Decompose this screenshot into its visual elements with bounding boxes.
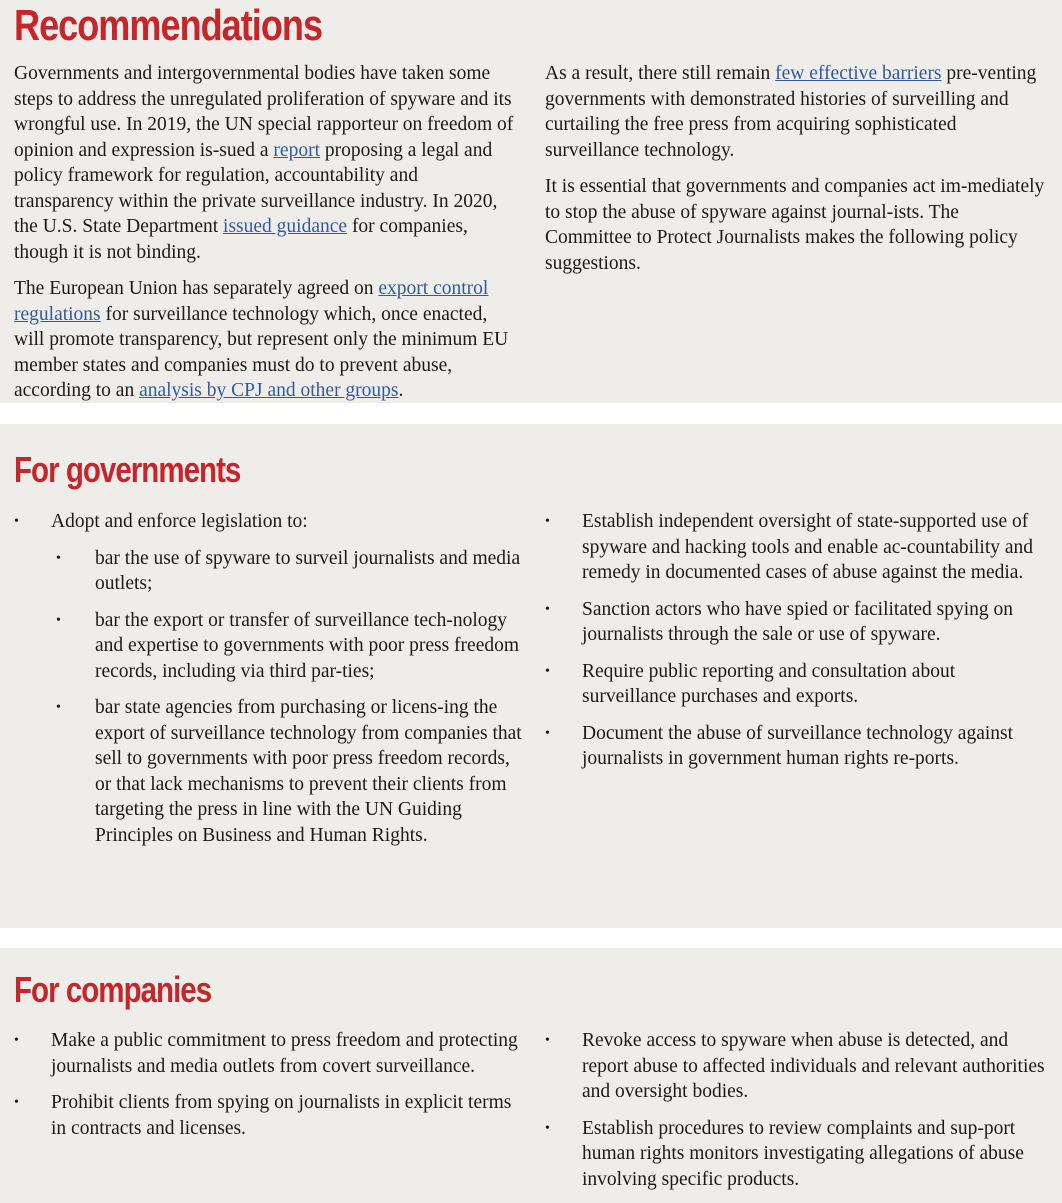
governments-left-column (14, 509, 522, 859)
issued-guidance-link[interactable]: issued guidance (223, 216, 348, 237)
list-item: • Require public reporting and consultation about surveillance purchases and exports. (545, 659, 1050, 710)
companies-left-column (14, 1028, 522, 1152)
few-effective-barriers-link[interactable]: few effective barriers (775, 63, 942, 84)
section-divider (0, 928, 1062, 948)
governments-right-list (545, 509, 1050, 772)
recommendations-paragraph-2: The European Union has separately agreed on export control regulations for surveillance technology which, once enacted, will promote transparency, but represent only the minimum EU member states and companies must do to prevent abuse, according to an analysis by CPJ and other groups. (14, 278, 509, 401)
companies-right-list (545, 1028, 1055, 1192)
list-item: • Sanction actors who have spied or facilitated spying on journalists through the sale or use of spyware. (545, 597, 1050, 648)
governments-heading: For governments (14, 449, 241, 490)
recommendations-right-column (545, 61, 1045, 287)
recommendations-paragraph-3: As a result, there still remain few effective barriers pre-venting governments with demonstrated histories of surveilling and curtailing the free press from acquiring sophisticated surveillance technology. (545, 63, 1037, 161)
recommendations-heading: Recommendations (14, 1, 323, 50)
list-item: • Establish independent oversight of state-supported use of spyware and hacking tools and enable ac-countability and remedy in documented cases of abuse against the media. (545, 509, 1050, 586)
companies-heading: For companies (14, 969, 212, 1010)
list-item (14, 509, 522, 848)
sub-list-item: • bar the export or transfer of surveillance tech-nology and expertise to governments with poor press freedom records, including via third par-ties; (51, 608, 522, 685)
recommendations-section (0, 0, 1062, 403)
section-divider (0, 403, 1062, 424)
companies-section (0, 948, 1062, 1200)
recommendations-paragraph-4: It is essential that governments and companies act im-mediately to stop the abuse of spyware against journal-ists. The Committee to Protect Journalists makes the following policy suggestions. (545, 176, 1045, 274)
governments-section (0, 424, 1062, 928)
list-item: • Prohibit clients from spying on journalists in explicit terms in contracts and licenses. (14, 1090, 522, 1141)
list-item: • Make a public commitment to press freedom and protecting journalists and media outlets from covert surveillance. (14, 1028, 522, 1079)
list-item: • Establish procedures to review complaints and sup-port human rights monitors investigating allegations of abuse involving specific products. (545, 1116, 1055, 1193)
export-control-regulations-link[interactable]: export control regulations (14, 278, 489, 325)
governments-right-column (545, 509, 1050, 783)
governments-left-list (14, 509, 522, 848)
sub-list-item: • bar state agencies from purchasing or licens-ing the export of surveillance technology from companies that sell to governments with poor press freedom records, or that lack mechanisms to prevent their clients from targeting the press in line with the UN Guiding Principles on Business and Human Rights. (51, 695, 522, 848)
companies-left-list (14, 1028, 522, 1141)
recommendations-left-column (14, 61, 514, 415)
governments-sub-list (51, 546, 522, 849)
sub-list-item: • bar the use of spyware to surveil journalists and media outlets; (51, 546, 522, 597)
governments-lead-text: Adopt and enforce legislation to: (51, 511, 308, 532)
companies-right-column (545, 1028, 1055, 1203)
report-link[interactable]: report (273, 139, 320, 161)
analysis-by-cpj-link[interactable]: analysis by CPJ and other groups (139, 380, 399, 401)
list-item: • Document the abuse of surveillance technology against journalists in government human rights re-ports. (545, 721, 1050, 772)
recommendations-paragraph-1: Governments and intergovernmental bodies have taken some steps to address the unregulated proliferation of spyware and its wrongful use. In 2019, the UN special rapporteur on freedom of opinion and expression is-sued a report proposing a legal and policy framework for regulation, accountability and transparency within the private surveillance industry. In 2020, the U.S. State Department issued guidance for companies, though it is not binding. (14, 63, 514, 263)
list-item: • Revoke access to spyware when abuse is detected, and report abuse to affected individuals and relevant authorities and oversight bodies. (545, 1028, 1055, 1105)
